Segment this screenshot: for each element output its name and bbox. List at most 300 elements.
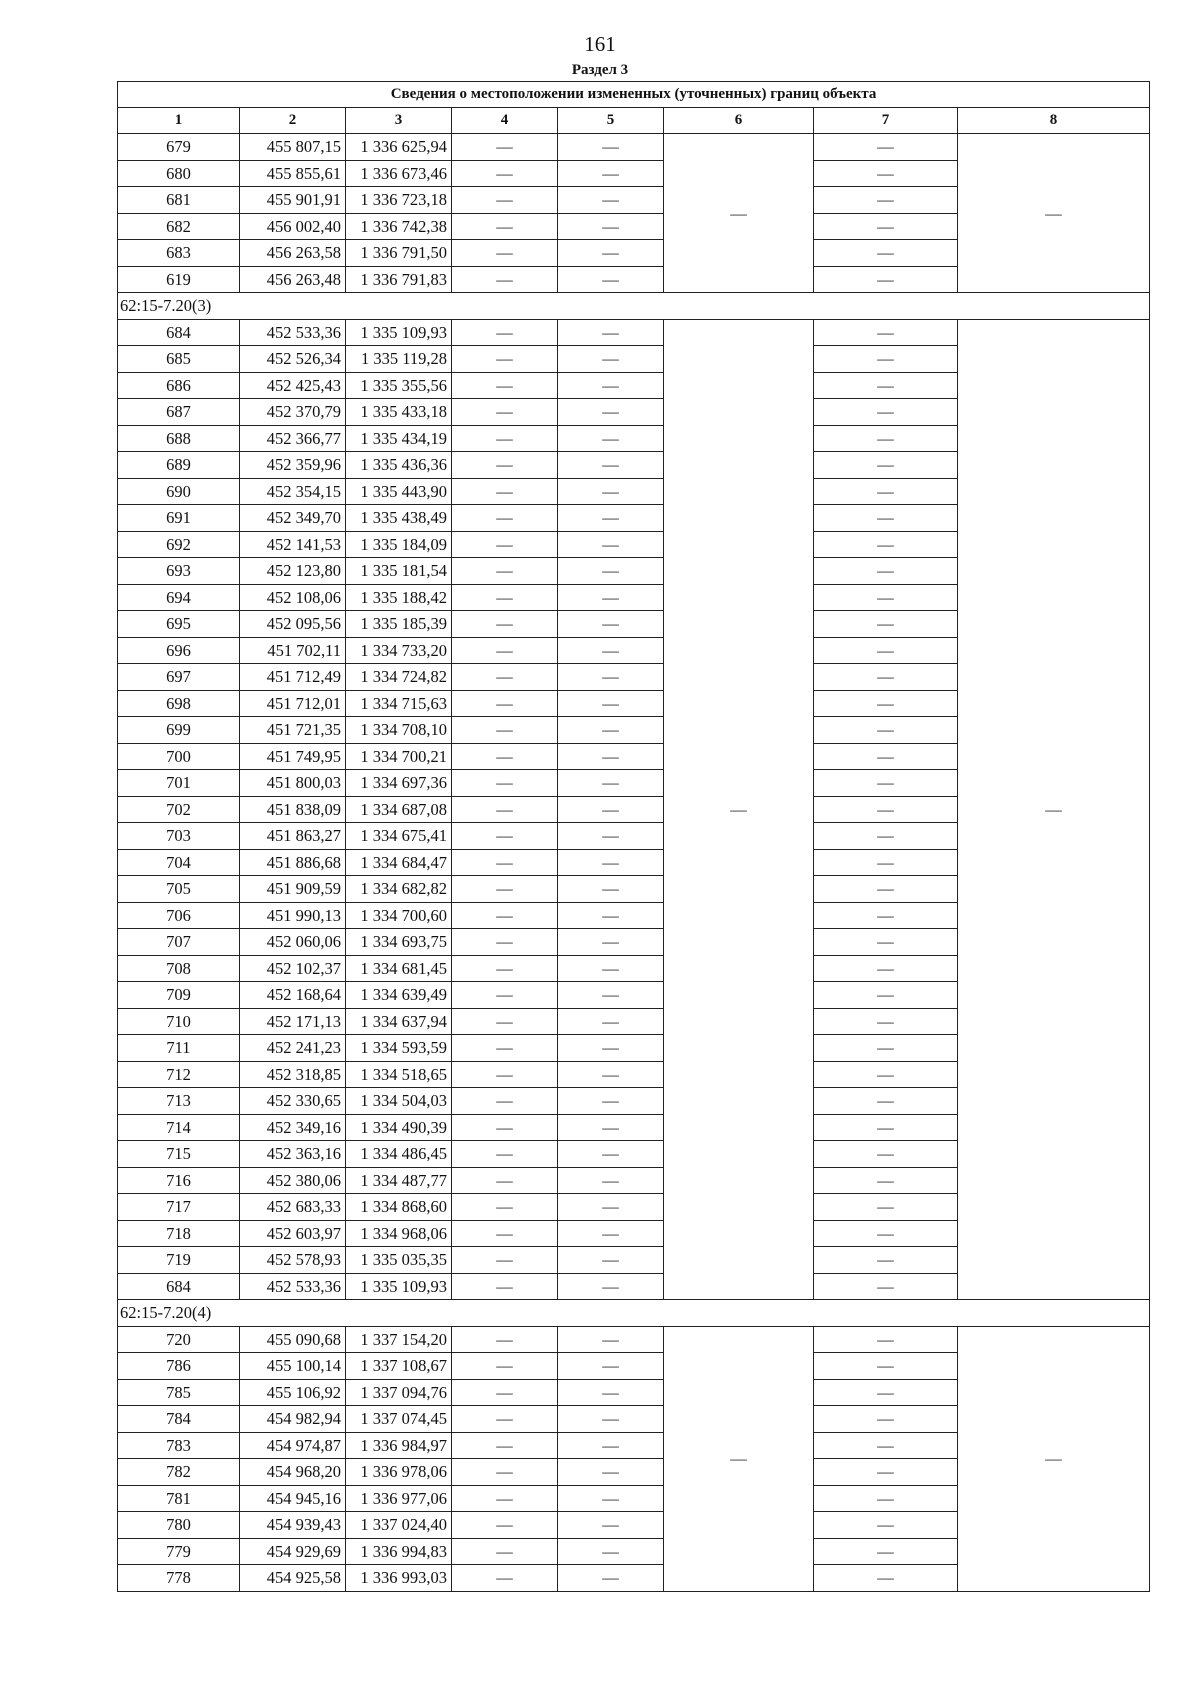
column-4-cell: — — [452, 611, 558, 638]
x-coordinate-cell: 456 263,48 — [240, 266, 346, 293]
column-5-cell: — — [558, 717, 664, 744]
point-number-cell: 683 — [118, 240, 240, 267]
column-5-cell: — — [558, 1035, 664, 1062]
column-4-cell: — — [452, 982, 558, 1009]
column-number: 7 — [814, 108, 958, 134]
point-number-cell: 785 — [118, 1379, 240, 1406]
column-4-cell: — — [452, 213, 558, 240]
y-coordinate-cell: 1 335 355,56 — [346, 372, 452, 399]
x-coordinate-cell: 451 909,59 — [240, 876, 346, 903]
column-5-cell: — — [558, 823, 664, 850]
column-5-cell: — — [558, 399, 664, 426]
column-5-cell: — — [558, 1565, 664, 1592]
column-7-cell: — — [814, 213, 958, 240]
column-7-cell: — — [814, 478, 958, 505]
column-7-cell: — — [814, 1432, 958, 1459]
point-number-cell: 697 — [118, 664, 240, 691]
column-5-cell: — — [558, 982, 664, 1009]
y-coordinate-cell: 1 334 639,49 — [346, 982, 452, 1009]
column-4-cell: — — [452, 876, 558, 903]
column-6-merged-cell: — — [664, 134, 814, 293]
x-coordinate-cell: 451 800,03 — [240, 770, 346, 797]
y-coordinate-cell: 1 335 434,19 — [346, 425, 452, 452]
column-7-cell: — — [814, 1379, 958, 1406]
column-5-cell: — — [558, 849, 664, 876]
column-5-cell: — — [558, 266, 664, 293]
column-5-cell: — — [558, 1247, 664, 1274]
y-coordinate-cell: 1 336 723,18 — [346, 187, 452, 214]
column-4-cell: — — [452, 1326, 558, 1353]
column-4-cell: — — [452, 637, 558, 664]
x-coordinate-cell: 451 712,01 — [240, 690, 346, 717]
column-7-cell: — — [814, 187, 958, 214]
y-coordinate-cell: 1 334 593,59 — [346, 1035, 452, 1062]
column-7-cell: — — [814, 399, 958, 426]
x-coordinate-cell: 452 095,56 — [240, 611, 346, 638]
y-coordinate-cell: 1 335 438,49 — [346, 505, 452, 532]
column-4-cell: — — [452, 1273, 558, 1300]
point-number-cell: 712 — [118, 1061, 240, 1088]
column-7-cell: — — [814, 372, 958, 399]
point-number-cell: 679 — [118, 134, 240, 161]
x-coordinate-cell: 451 702,11 — [240, 637, 346, 664]
x-coordinate-cell: 452 168,64 — [240, 982, 346, 1009]
boundary-coordinates-table — [117, 81, 1150, 1592]
column-5-cell: — — [558, 187, 664, 214]
column-5-cell: — — [558, 770, 664, 797]
y-coordinate-cell: 1 336 984,97 — [346, 1432, 452, 1459]
column-7-cell: — — [814, 876, 958, 903]
y-coordinate-cell: 1 334 733,20 — [346, 637, 452, 664]
column-5-cell: — — [558, 929, 664, 956]
column-5-cell: — — [558, 1512, 664, 1539]
x-coordinate-cell: 452 330,65 — [240, 1088, 346, 1115]
column-7-cell: — — [814, 1247, 958, 1274]
column-7-cell: — — [814, 346, 958, 373]
point-number-cell: 778 — [118, 1565, 240, 1592]
group-header-row — [118, 1300, 1150, 1327]
column-5-cell: — — [558, 796, 664, 823]
column-5-cell: — — [558, 876, 664, 903]
y-coordinate-cell: 1 334 693,75 — [346, 929, 452, 956]
column-number-row — [118, 108, 1150, 134]
column-7-cell: — — [814, 929, 958, 956]
y-coordinate-cell: 1 335 109,93 — [346, 1273, 452, 1300]
column-5-cell: — — [558, 1141, 664, 1168]
x-coordinate-cell: 452 349,70 — [240, 505, 346, 532]
column-7-cell: — — [814, 1485, 958, 1512]
x-coordinate-cell: 451 990,13 — [240, 902, 346, 929]
y-coordinate-cell: 1 334 681,45 — [346, 955, 452, 982]
column-4-cell: — — [452, 1220, 558, 1247]
column-5-cell: — — [558, 425, 664, 452]
column-5-cell: — — [558, 1538, 664, 1565]
column-5-cell: — — [558, 1485, 664, 1512]
section-title: Раздел 3 — [571, 62, 629, 78]
column-5-cell: — — [558, 743, 664, 770]
point-number-cell: 717 — [118, 1194, 240, 1221]
y-coordinate-cell: 1 334 715,63 — [346, 690, 452, 717]
column-7-cell: — — [814, 1167, 958, 1194]
column-7-cell: — — [814, 319, 958, 346]
column-6-merged-cell: — — [664, 1326, 814, 1591]
x-coordinate-cell: 455 100,14 — [240, 1353, 346, 1380]
column-5-cell: — — [558, 1008, 664, 1035]
x-coordinate-cell: 456 263,58 — [240, 240, 346, 267]
point-number-cell: 680 — [118, 160, 240, 187]
point-number-cell: 698 — [118, 690, 240, 717]
y-coordinate-cell: 1 336 742,38 — [346, 213, 452, 240]
point-number-cell: 709 — [118, 982, 240, 1009]
column-5-cell: — — [558, 1326, 664, 1353]
column-4-cell: — — [452, 187, 558, 214]
y-coordinate-cell: 1 337 074,45 — [346, 1406, 452, 1433]
column-4-cell: — — [452, 240, 558, 267]
column-4-cell: — — [452, 955, 558, 982]
point-number-cell: 713 — [118, 1088, 240, 1115]
point-number-cell: 694 — [118, 584, 240, 611]
point-number-cell: 710 — [118, 1008, 240, 1035]
y-coordinate-cell: 1 334 682,82 — [346, 876, 452, 903]
column-7-cell: — — [814, 452, 958, 479]
column-4-cell: — — [452, 770, 558, 797]
y-coordinate-cell: 1 336 978,06 — [346, 1459, 452, 1486]
column-number: 5 — [558, 108, 664, 134]
column-4-cell: — — [452, 902, 558, 929]
y-coordinate-cell: 1 335 443,90 — [346, 478, 452, 505]
x-coordinate-cell: 452 141,53 — [240, 531, 346, 558]
y-coordinate-cell: 1 334 708,10 — [346, 717, 452, 744]
column-7-cell: — — [814, 584, 958, 611]
column-7-cell: — — [814, 1061, 958, 1088]
column-7-cell: — — [814, 134, 958, 161]
y-coordinate-cell: 1 337 108,67 — [346, 1353, 452, 1380]
y-coordinate-cell: 1 335 185,39 — [346, 611, 452, 638]
column-5-cell: — — [558, 346, 664, 373]
x-coordinate-cell: 452 108,06 — [240, 584, 346, 611]
column-number: 1 — [118, 108, 240, 134]
x-coordinate-cell: 454 939,43 — [240, 1512, 346, 1539]
column-5-cell: — — [558, 1114, 664, 1141]
column-4-cell: — — [452, 690, 558, 717]
column-7-cell: — — [814, 1406, 958, 1433]
point-number-cell: 619 — [118, 266, 240, 293]
x-coordinate-cell: 452 425,43 — [240, 372, 346, 399]
column-4-cell: — — [452, 558, 558, 585]
column-4-cell: — — [452, 1459, 558, 1486]
table-row — [118, 134, 1150, 161]
point-number-cell: 786 — [118, 1353, 240, 1380]
y-coordinate-cell: 1 337 154,20 — [346, 1326, 452, 1353]
x-coordinate-cell: 451 863,27 — [240, 823, 346, 850]
point-number-cell: 684 — [118, 319, 240, 346]
column-4-cell: — — [452, 319, 558, 346]
y-coordinate-cell: 1 334 518,65 — [346, 1061, 452, 1088]
point-number-cell: 693 — [118, 558, 240, 585]
column-7-cell: — — [814, 1273, 958, 1300]
column-5-cell: — — [558, 584, 664, 611]
column-5-cell: — — [558, 1061, 664, 1088]
x-coordinate-cell: 456 002,40 — [240, 213, 346, 240]
column-5-cell: — — [558, 240, 664, 267]
column-7-cell: — — [814, 770, 958, 797]
column-7-cell: — — [814, 1459, 958, 1486]
y-coordinate-cell: 1 334 486,45 — [346, 1141, 452, 1168]
y-coordinate-cell: 1 335 181,54 — [346, 558, 452, 585]
column-5-cell: — — [558, 611, 664, 638]
column-4-cell: — — [452, 266, 558, 293]
column-7-cell: — — [814, 849, 958, 876]
column-number: 2 — [240, 108, 346, 134]
column-7-cell: — — [814, 955, 958, 982]
column-7-cell: — — [814, 1220, 958, 1247]
column-4-cell: — — [452, 664, 558, 691]
point-number-cell: 704 — [118, 849, 240, 876]
column-7-cell: — — [814, 823, 958, 850]
y-coordinate-cell: 1 336 625,94 — [346, 134, 452, 161]
x-coordinate-cell: 452 349,16 — [240, 1114, 346, 1141]
x-coordinate-cell: 454 982,94 — [240, 1406, 346, 1433]
point-number-cell: 682 — [118, 213, 240, 240]
column-4-cell: — — [452, 1088, 558, 1115]
y-coordinate-cell: 1 335 436,36 — [346, 452, 452, 479]
point-number-cell: 705 — [118, 876, 240, 903]
column-7-cell: — — [814, 1512, 958, 1539]
column-5-cell: — — [558, 690, 664, 717]
column-4-cell: — — [452, 929, 558, 956]
column-4-cell: — — [452, 505, 558, 532]
x-coordinate-cell: 451 721,35 — [240, 717, 346, 744]
column-7-cell: — — [814, 1565, 958, 1592]
column-8-merged-cell: — — [958, 134, 1150, 293]
x-coordinate-cell: 452 578,93 — [240, 1247, 346, 1274]
column-5-cell: — — [558, 1406, 664, 1433]
column-7-cell: — — [814, 982, 958, 1009]
x-coordinate-cell: 452 526,34 — [240, 346, 346, 373]
x-coordinate-cell: 455 090,68 — [240, 1326, 346, 1353]
column-4-cell: — — [452, 1353, 558, 1380]
column-4-cell: — — [452, 1061, 558, 1088]
point-number-cell: 718 — [118, 1220, 240, 1247]
y-coordinate-cell: 1 334 968,06 — [346, 1220, 452, 1247]
column-7-cell: — — [814, 240, 958, 267]
column-4-cell: — — [452, 1035, 558, 1062]
point-number-cell: 716 — [118, 1167, 240, 1194]
x-coordinate-cell: 451 886,68 — [240, 849, 346, 876]
x-coordinate-cell: 455 901,91 — [240, 187, 346, 214]
column-4-cell: — — [452, 1008, 558, 1035]
column-5-cell: — — [558, 1353, 664, 1380]
x-coordinate-cell: 455 855,61 — [240, 160, 346, 187]
column-4-cell: — — [452, 372, 558, 399]
point-number-cell: 708 — [118, 955, 240, 982]
y-coordinate-cell: 1 336 791,83 — [346, 266, 452, 293]
x-coordinate-cell: 454 968,20 — [240, 1459, 346, 1486]
x-coordinate-cell: 452 171,13 — [240, 1008, 346, 1035]
column-4-cell: — — [452, 849, 558, 876]
column-5-cell: — — [558, 1194, 664, 1221]
x-coordinate-cell: 452 060,06 — [240, 929, 346, 956]
column-7-cell: — — [814, 1088, 958, 1115]
point-number-cell: 707 — [118, 929, 240, 956]
point-number-cell: 784 — [118, 1406, 240, 1433]
x-coordinate-cell: 452 533,36 — [240, 319, 346, 346]
point-number-cell: 700 — [118, 743, 240, 770]
column-5-cell: — — [558, 955, 664, 982]
column-7-cell: — — [814, 1008, 958, 1035]
point-number-cell: 701 — [118, 770, 240, 797]
point-number-cell: 706 — [118, 902, 240, 929]
y-coordinate-cell: 1 334 700,21 — [346, 743, 452, 770]
column-7-cell: — — [814, 1194, 958, 1221]
column-5-cell: — — [558, 664, 664, 691]
y-coordinate-cell: 1 336 673,46 — [346, 160, 452, 187]
point-number-cell: 692 — [118, 531, 240, 558]
x-coordinate-cell: 452 241,23 — [240, 1035, 346, 1062]
table-row — [118, 1326, 1150, 1353]
column-4-cell: — — [452, 134, 558, 161]
point-number-cell: 714 — [118, 1114, 240, 1141]
x-coordinate-cell: 452 683,33 — [240, 1194, 346, 1221]
column-7-cell: — — [814, 902, 958, 929]
column-5-cell: — — [558, 478, 664, 505]
y-coordinate-cell: 1 334 700,60 — [346, 902, 452, 929]
column-5-cell: — — [558, 134, 664, 161]
column-number: 6 — [664, 108, 814, 134]
point-number-cell: 688 — [118, 425, 240, 452]
column-4-cell: — — [452, 399, 558, 426]
column-5-cell: — — [558, 319, 664, 346]
column-4-cell: — — [452, 1512, 558, 1539]
column-4-cell: — — [452, 823, 558, 850]
x-coordinate-cell: 452 363,16 — [240, 1141, 346, 1168]
x-coordinate-cell: 454 974,87 — [240, 1432, 346, 1459]
y-coordinate-cell: 1 336 993,03 — [346, 1565, 452, 1592]
column-4-cell: — — [452, 717, 558, 744]
column-7-cell: — — [814, 637, 958, 664]
y-coordinate-cell: 1 336 977,06 — [346, 1485, 452, 1512]
y-coordinate-cell: 1 335 035,35 — [346, 1247, 452, 1274]
column-8-merged-cell: — — [958, 319, 1150, 1300]
column-4-cell: — — [452, 1565, 558, 1592]
y-coordinate-cell: 1 335 119,28 — [346, 346, 452, 373]
column-5-cell: — — [558, 160, 664, 187]
y-coordinate-cell: 1 334 697,36 — [346, 770, 452, 797]
x-coordinate-cell: 455 106,92 — [240, 1379, 346, 1406]
column-4-cell: — — [452, 531, 558, 558]
point-number-cell: 781 — [118, 1485, 240, 1512]
x-coordinate-cell: 452 354,15 — [240, 478, 346, 505]
y-coordinate-cell: 1 337 094,76 — [346, 1379, 452, 1406]
y-coordinate-cell: 1 334 504,03 — [346, 1088, 452, 1115]
column-4-cell: — — [452, 1538, 558, 1565]
column-5-cell: — — [558, 372, 664, 399]
column-7-cell: — — [814, 1538, 958, 1565]
column-6-merged-cell: — — [664, 319, 814, 1300]
point-number-cell: 719 — [118, 1247, 240, 1274]
column-7-cell: — — [814, 425, 958, 452]
column-5-cell: — — [558, 902, 664, 929]
column-7-cell: — — [814, 1141, 958, 1168]
column-7-cell: — — [814, 743, 958, 770]
column-7-cell: — — [814, 717, 958, 744]
column-4-cell: — — [452, 1406, 558, 1433]
column-4-cell: — — [452, 1432, 558, 1459]
y-coordinate-cell: 1 334 487,77 — [346, 1167, 452, 1194]
point-number-cell: 684 — [118, 1273, 240, 1300]
x-coordinate-cell: 452 102,37 — [240, 955, 346, 982]
x-coordinate-cell: 454 945,16 — [240, 1485, 346, 1512]
column-5-cell: — — [558, 452, 664, 479]
point-number-cell: 686 — [118, 372, 240, 399]
y-coordinate-cell: 1 334 724,82 — [346, 664, 452, 691]
column-4-cell: — — [452, 1194, 558, 1221]
column-5-cell: — — [558, 1459, 664, 1486]
column-7-cell: — — [814, 690, 958, 717]
column-8-merged-cell: — — [958, 1326, 1150, 1591]
x-coordinate-cell: 452 603,97 — [240, 1220, 346, 1247]
y-coordinate-cell: 1 334 490,39 — [346, 1114, 452, 1141]
column-4-cell: — — [452, 1114, 558, 1141]
column-7-cell: — — [814, 1114, 958, 1141]
column-7-cell: — — [814, 160, 958, 187]
point-number-cell: 782 — [118, 1459, 240, 1486]
column-5-cell: — — [558, 1167, 664, 1194]
y-coordinate-cell: 1 335 109,93 — [346, 319, 452, 346]
column-5-cell: — — [558, 1432, 664, 1459]
column-7-cell: — — [814, 1326, 958, 1353]
column-5-cell: — — [558, 1273, 664, 1300]
y-coordinate-cell: 1 334 868,60 — [346, 1194, 452, 1221]
column-4-cell: — — [452, 1247, 558, 1274]
y-coordinate-cell: 1 335 184,09 — [346, 531, 452, 558]
y-coordinate-cell: 1 334 637,94 — [346, 1008, 452, 1035]
column-7-cell: — — [814, 611, 958, 638]
point-number-cell: 715 — [118, 1141, 240, 1168]
column-7-cell: — — [814, 505, 958, 532]
column-number: 8 — [958, 108, 1150, 134]
point-number-cell: 685 — [118, 346, 240, 373]
column-5-cell: — — [558, 531, 664, 558]
y-coordinate-cell: 1 335 433,18 — [346, 399, 452, 426]
group-label: 62:15-7.20(4) — [118, 1300, 1150, 1327]
column-number: 3 — [346, 108, 452, 134]
point-number-cell: 691 — [118, 505, 240, 532]
point-number-cell: 687 — [118, 399, 240, 426]
column-5-cell: — — [558, 558, 664, 585]
y-coordinate-cell: 1 337 024,40 — [346, 1512, 452, 1539]
point-number-cell: 696 — [118, 637, 240, 664]
point-number-cell: 720 — [118, 1326, 240, 1353]
y-coordinate-cell: 1 336 994,83 — [346, 1538, 452, 1565]
column-4-cell: — — [452, 346, 558, 373]
point-number-cell: 690 — [118, 478, 240, 505]
point-number-cell: 695 — [118, 611, 240, 638]
column-7-cell: — — [814, 531, 958, 558]
column-5-cell: — — [558, 505, 664, 532]
x-coordinate-cell: 452 370,79 — [240, 399, 346, 426]
column-4-cell: — — [452, 478, 558, 505]
column-7-cell: — — [814, 266, 958, 293]
x-coordinate-cell: 451 712,49 — [240, 664, 346, 691]
y-coordinate-cell: 1 334 687,08 — [346, 796, 452, 823]
column-4-cell: — — [452, 452, 558, 479]
point-number-cell: 711 — [118, 1035, 240, 1062]
point-number-cell: 783 — [118, 1432, 240, 1459]
x-coordinate-cell: 452 380,06 — [240, 1167, 346, 1194]
column-7-cell: — — [814, 1035, 958, 1062]
column-4-cell: — — [452, 743, 558, 770]
